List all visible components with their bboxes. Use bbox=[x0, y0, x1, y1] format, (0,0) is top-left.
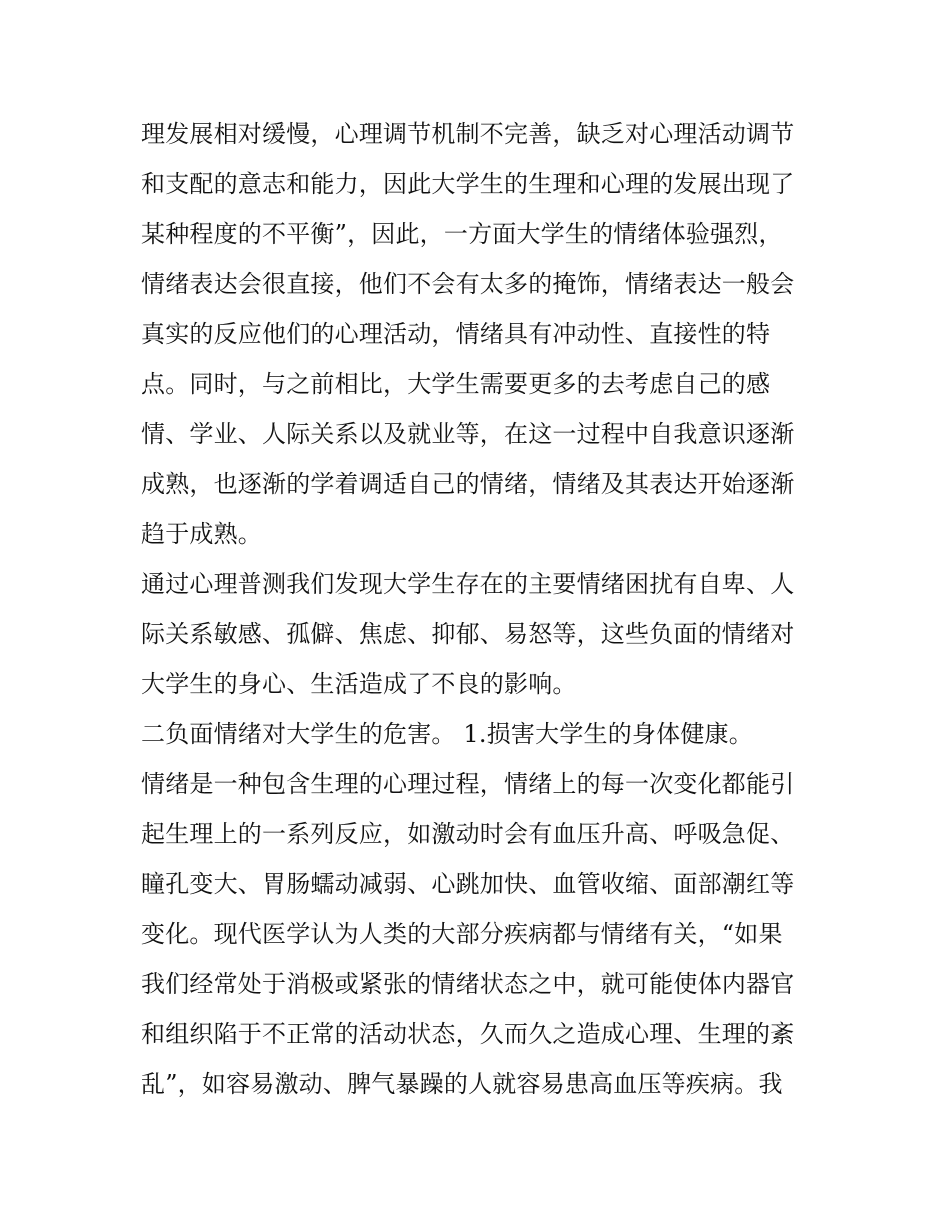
text-line: 乱”，如容易激动、脾气暴躁的人就容易患高血压等疾病。我 bbox=[141, 1070, 783, 1098]
text-line: 趋于成熟。 bbox=[141, 520, 262, 548]
text-line: 大学生的身心、生活造成了不良的影响。 bbox=[141, 670, 577, 698]
text-line: 通过心理普测我们发现大学生存在的主要情绪困扰有自卑、人 bbox=[141, 570, 795, 598]
body-text bbox=[141, 109, 813, 1109]
text-line: 起生理上的一系列反应，如激动时会有血压升高、呼吸急促、 bbox=[141, 820, 795, 848]
text-line: 成熟，也逐渐的学着调适自己的情绪，情绪及其表达开始逐渐 bbox=[141, 470, 795, 498]
text-line: 际关系敏感、孤僻、焦虑、抑郁、易怒等，这些负面的情绪对 bbox=[141, 620, 795, 648]
text-line: 情绪是一种包含生理的心理过程，情绪上的每一次变化都能引 bbox=[141, 770, 795, 798]
text-line: 点。同时，与之前相比，大学生需要更多的去考虑自己的感 bbox=[141, 370, 771, 398]
text-line: 情、学业、人际关系以及就业等，在这一过程中自我意识逐渐 bbox=[141, 420, 795, 448]
text-line: 情绪表达会很直接，他们不会有太多的掩饰，情绪表达一般会 bbox=[141, 270, 795, 298]
text-line: 理发展相对缓慢，心理调节机制不完善，缺乏对心理活动调节 bbox=[141, 120, 795, 148]
text-line: 二负面情绪对大学生的危害。 1.损害大学生的身体健康。 bbox=[141, 720, 753, 748]
text-line: 和组织陷于不正常的活动状态，久而久之造成心理、生理的紊 bbox=[141, 1020, 795, 1048]
text-line: 真实的反应他们的心理活动，情绪具有冲动性、直接性的特 bbox=[141, 320, 771, 348]
text-line: 瞳孔变大、胃肠蠕动减弱、心跳加快、血管收缩、面部潮红等 bbox=[141, 870, 795, 898]
text-line: 我们经常处于消极或紧张的情绪状态之中，就可能使体内器官 bbox=[141, 970, 795, 998]
text-line: 变化。现代医学认为人类的大部分疾病都与情绪有关，“如果 bbox=[141, 920, 783, 948]
text-line: 某种程度的不平衡”，因此，一方面大学生的情绪体验强烈， bbox=[141, 220, 783, 248]
text-line: 和支配的意志和能力，因此大学生的生理和心理的发展出现了 bbox=[141, 170, 795, 198]
